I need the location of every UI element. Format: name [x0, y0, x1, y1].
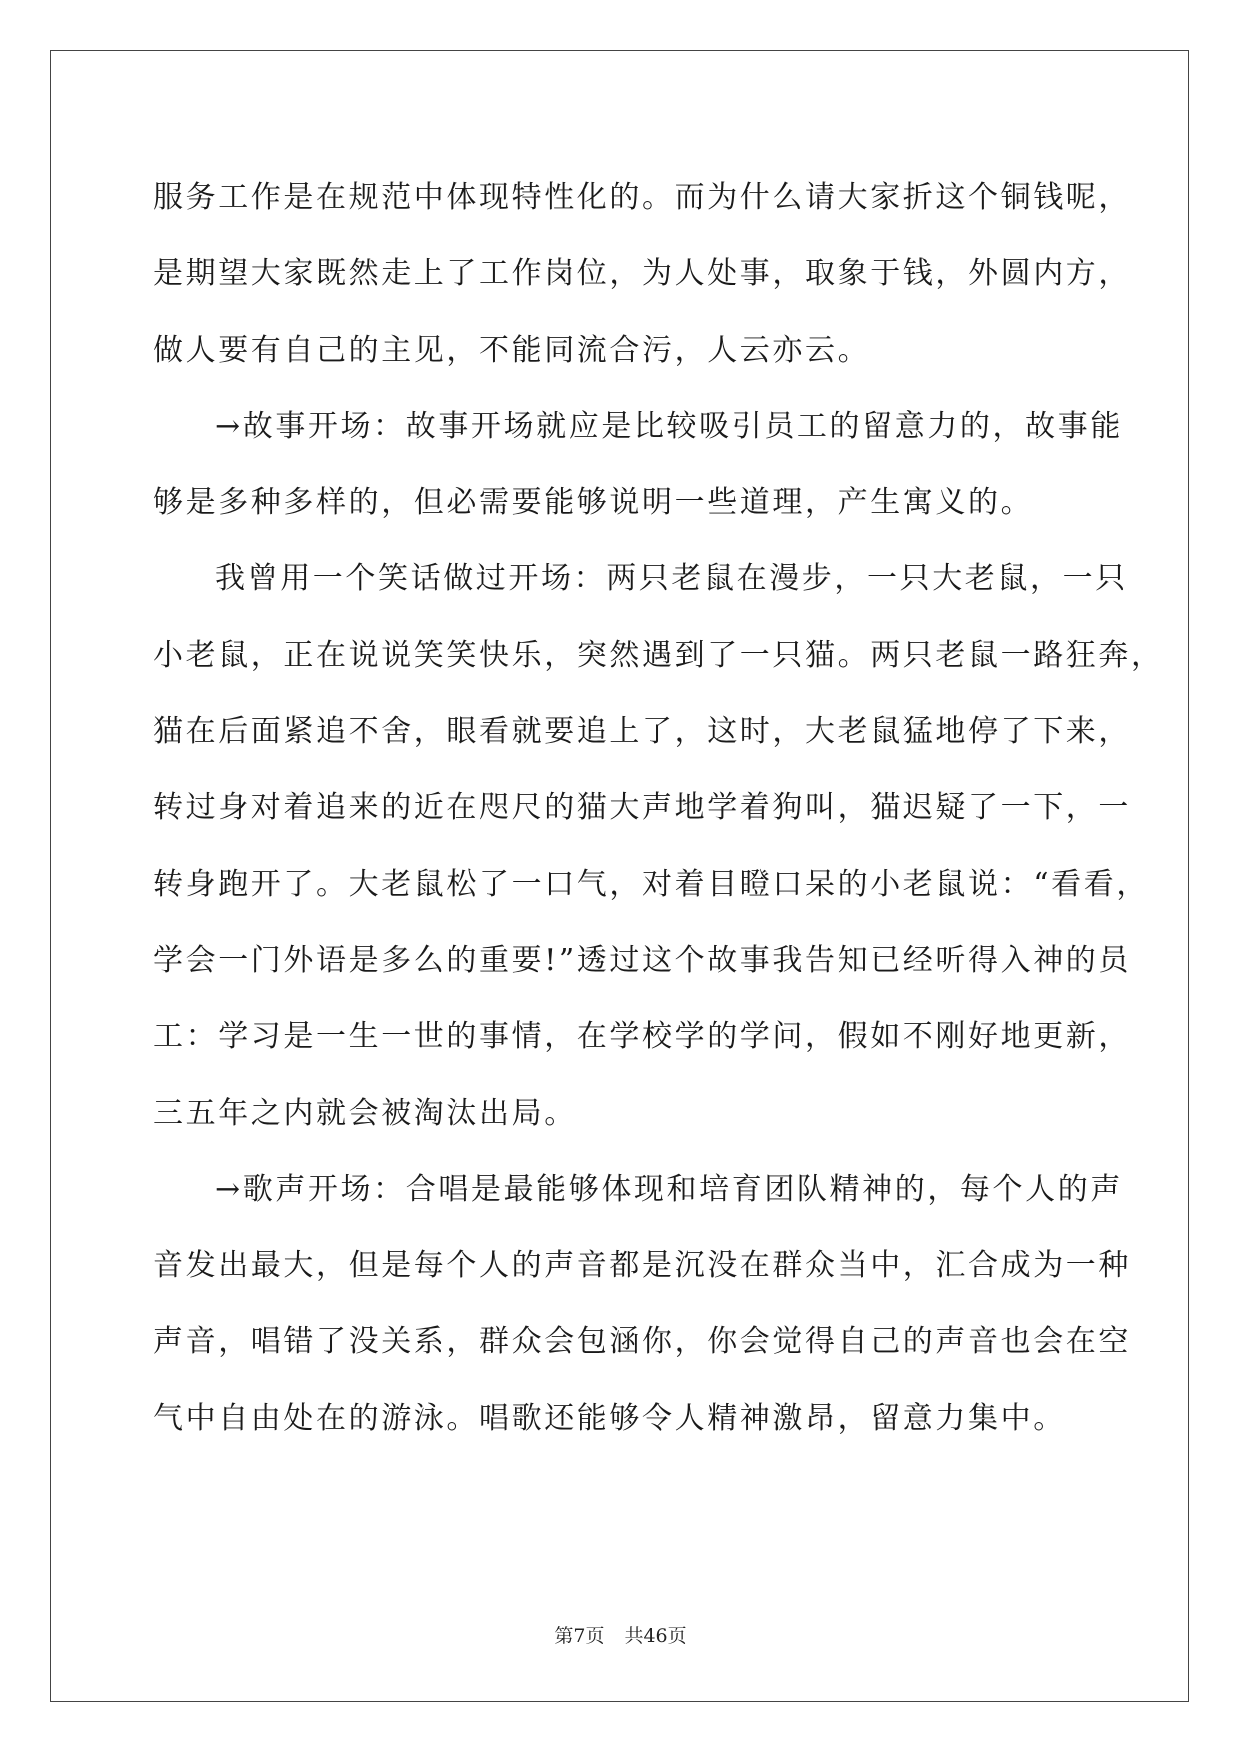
- paragraph-start-line: 我曾用一个笑话做过开场：两只老鼠在漫步，一只大老鼠，一只: [215, 561, 1128, 597]
- text-line: 三五年之内就会被淘汰出局。: [153, 1095, 577, 1131]
- text-line: 工：学习是一生一世的事情，在学校学的学问，假如不刚好地更新，: [153, 1019, 1131, 1055]
- text-line: 学会一门外语是多么的重要!”透过这个故事我告知已经听得入神的员: [153, 942, 1131, 978]
- page-number: 第7页: [554, 1625, 605, 1647]
- text-line: 转过身对着追来的近在咫尺的猫大声地学着狗叫，猫迟疑了一下，一: [153, 790, 1131, 826]
- text-line: 猫在后面紧追不舍，眼看就要追上了，这时，大老鼠猛地停了下来，: [153, 714, 1131, 750]
- text-line: 小老鼠，正在说说笑笑快乐，突然遇到了一只猫。两只老鼠一路狂奔，: [153, 637, 1164, 673]
- text-line: 做人要有自己的主见，不能同流合污，人云亦云。: [153, 332, 871, 368]
- text-line: 服务工作是在规范中体现特性化的。而为什么请大家折这个铜钱呢，: [153, 180, 1131, 215]
- paragraph-start-line: →故事开场：故事开场就应是比较吸引员工的留意力的，故事能: [215, 408, 1123, 444]
- text-line: 声音，唱错了没关系，群众会包涵你，你会觉得自己的声音也会在空: [153, 1324, 1131, 1360]
- page-total: 共46页: [624, 1625, 687, 1647]
- page-footer: [0, 1621, 1241, 1648]
- text-line: 转身跑开了。大老鼠松了一口气，对着目瞪口呆的小老鼠说：“看看，: [153, 866, 1149, 902]
- text-line: 够是多种多样的，但必需要能够说明一些道理，产生寓义的。: [153, 485, 1034, 521]
- document-body: [153, 160, 1164, 1457]
- text-line: 音发出最大，但是每个人的声音都是沉没在群众当中，汇合成为一种: [153, 1248, 1131, 1284]
- text-line: 气中自由处在的游泳。唱歌还能够令人精神激昂，留意力集中。: [153, 1400, 1066, 1436]
- text-line: 是期望大家既然走上了工作岗位，为人处事，取象于钱，外圆内方，: [153, 256, 1131, 292]
- paragraph-start-line: →歌声开场：合唱是最能够体现和培育团队精神的，每个人的声: [215, 1171, 1123, 1207]
